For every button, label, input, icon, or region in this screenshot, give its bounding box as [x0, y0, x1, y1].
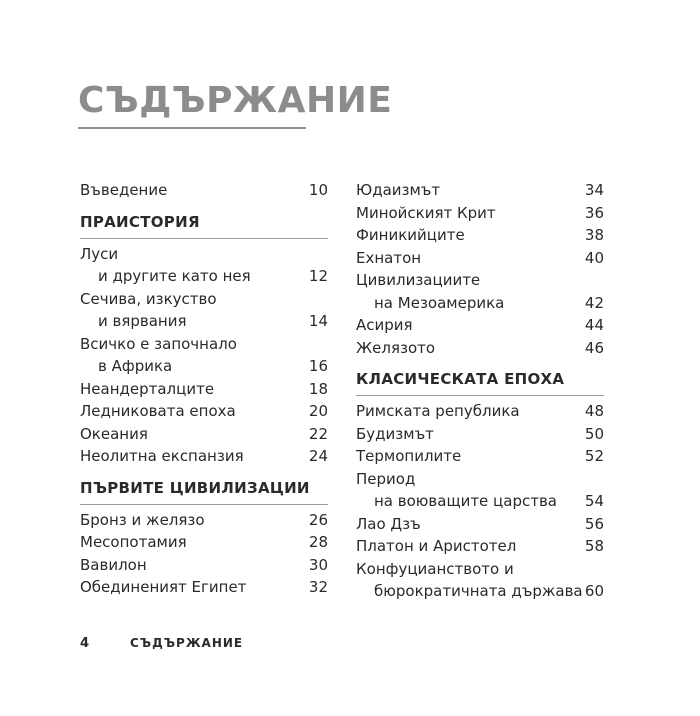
section-heading-prehistory: ПРАИСТОРИЯ	[80, 212, 200, 231]
toc-entry-page: 44	[584, 316, 604, 334]
toc-entry[interactable]: Месопотамия 28	[80, 531, 328, 554]
toc-right-column	[356, 179, 604, 603]
toc-entry-page: 24	[308, 447, 328, 465]
running-header: СЪДЪРЖАНИЕ	[130, 636, 244, 650]
toc-entry-page: 28	[308, 533, 328, 551]
section-divider	[80, 504, 328, 505]
toc-entry-page: 52	[584, 447, 604, 465]
toc-entry-cont[interactable]: бюрократичната държава 60	[356, 580, 604, 603]
toc-entry-cont[interactable]: на воюващите царства 54	[356, 490, 604, 513]
toc-entry[interactable]: Бронз и желязо 26	[80, 509, 328, 532]
toc-entry[interactable]: Термопилите 52	[356, 445, 604, 468]
toc-entry-page: 48	[584, 402, 604, 420]
toc-entry-cont[interactable]: и другите като нея 12	[80, 265, 328, 288]
section-divider	[80, 238, 328, 239]
toc-entry-page: 60	[584, 582, 604, 600]
page-number: 4	[80, 636, 90, 651]
toc-entry[interactable]: Неолитна експанзия 24	[80, 445, 328, 468]
toc-entry[interactable]: Сечива, изкуство	[80, 289, 217, 308]
toc-entry[interactable]: Лао Дзъ 56	[356, 513, 604, 536]
section-heading-first-civilizations: ПЪРВИТЕ ЦИВИЛИЗАЦИИ	[80, 478, 310, 497]
toc-entry-page: 30	[308, 555, 328, 574]
toc-entry-page: 58	[584, 537, 604, 555]
toc-entry[interactable]: Ехнатон 40	[356, 247, 604, 270]
toc-entry[interactable]: Вавилон 30	[80, 554, 328, 577]
toc-entry[interactable]: Желязото 46	[356, 337, 604, 360]
section-heading-classical-era: КЛАСИЧЕСКАТА ЕПОХА	[356, 370, 565, 388]
section-divider	[356, 395, 604, 396]
toc-entry[interactable]: Цивилизациите	[356, 271, 481, 289]
toc-entry-page: 32	[308, 578, 328, 596]
toc-entry-page: 50	[584, 424, 604, 443]
toc-entry-introduction[interactable]	[80, 179, 328, 202]
toc-entry-page: 16	[308, 357, 328, 375]
toc-entry[interactable]: Римската република 48	[356, 400, 604, 423]
toc-entry-cont[interactable]: на Мезоамерика 42	[356, 292, 604, 315]
toc-entry-page: 18	[308, 379, 328, 398]
toc-entry[interactable]: Будизмът 50	[356, 423, 604, 446]
toc-entry-page: 38	[584, 226, 604, 244]
page-footer	[80, 636, 243, 651]
toc-entry[interactable]: Океания 22	[80, 423, 328, 446]
title-underline	[78, 127, 306, 129]
toc-entry[interactable]: Обединеният Египет 32	[80, 576, 328, 599]
toc-entry-page: 12	[308, 267, 328, 285]
toc-entry[interactable]: Всичко е започнало	[80, 334, 237, 353]
toc-entry[interactable]: Период	[356, 469, 416, 488]
toc-entry[interactable]: Платон и Аристотел 58	[356, 535, 604, 558]
toc-entry[interactable]: Юдаизмът 34	[356, 179, 604, 202]
toc-entry[interactable]: Финикийците 38	[356, 224, 604, 247]
toc-entry-page: 22	[308, 424, 328, 443]
toc-entry-cont[interactable]: и вярвания 14	[80, 310, 328, 333]
toc-entry-page: 56	[584, 514, 604, 533]
toc-entry-page: 20	[308, 402, 328, 420]
toc-entry-page: 26	[308, 510, 328, 529]
toc-entry-page: 54	[584, 492, 604, 510]
toc-entry-page: 10	[308, 181, 328, 199]
toc-entry[interactable]: Неандерталците 18	[80, 378, 328, 401]
page-title: СЪДЪРЖАНИЕ	[78, 80, 393, 121]
toc-left-column	[80, 179, 328, 599]
toc-entry-page: 40	[584, 248, 604, 267]
toc-entry-page: 14	[308, 312, 328, 330]
toc-entry-page: 36	[584, 203, 604, 222]
toc-entry[interactable]: Луси	[80, 244, 119, 263]
toc-entry[interactable]: Минойският Крит 36	[356, 202, 604, 225]
toc-entry[interactable]: Ледниковата епоха 20	[80, 400, 328, 423]
toc-entry-cont[interactable]: в Африка 16	[80, 355, 328, 378]
toc-entry-page: 34	[584, 181, 604, 199]
toc-entry[interactable]: Асирия 44	[356, 314, 604, 337]
toc-entry-label: Въведение	[80, 181, 168, 199]
toc-entry-page: 42	[584, 293, 604, 312]
toc-entry[interactable]: Конфуцианството и	[356, 559, 514, 578]
toc-entry-page: 46	[584, 338, 604, 357]
